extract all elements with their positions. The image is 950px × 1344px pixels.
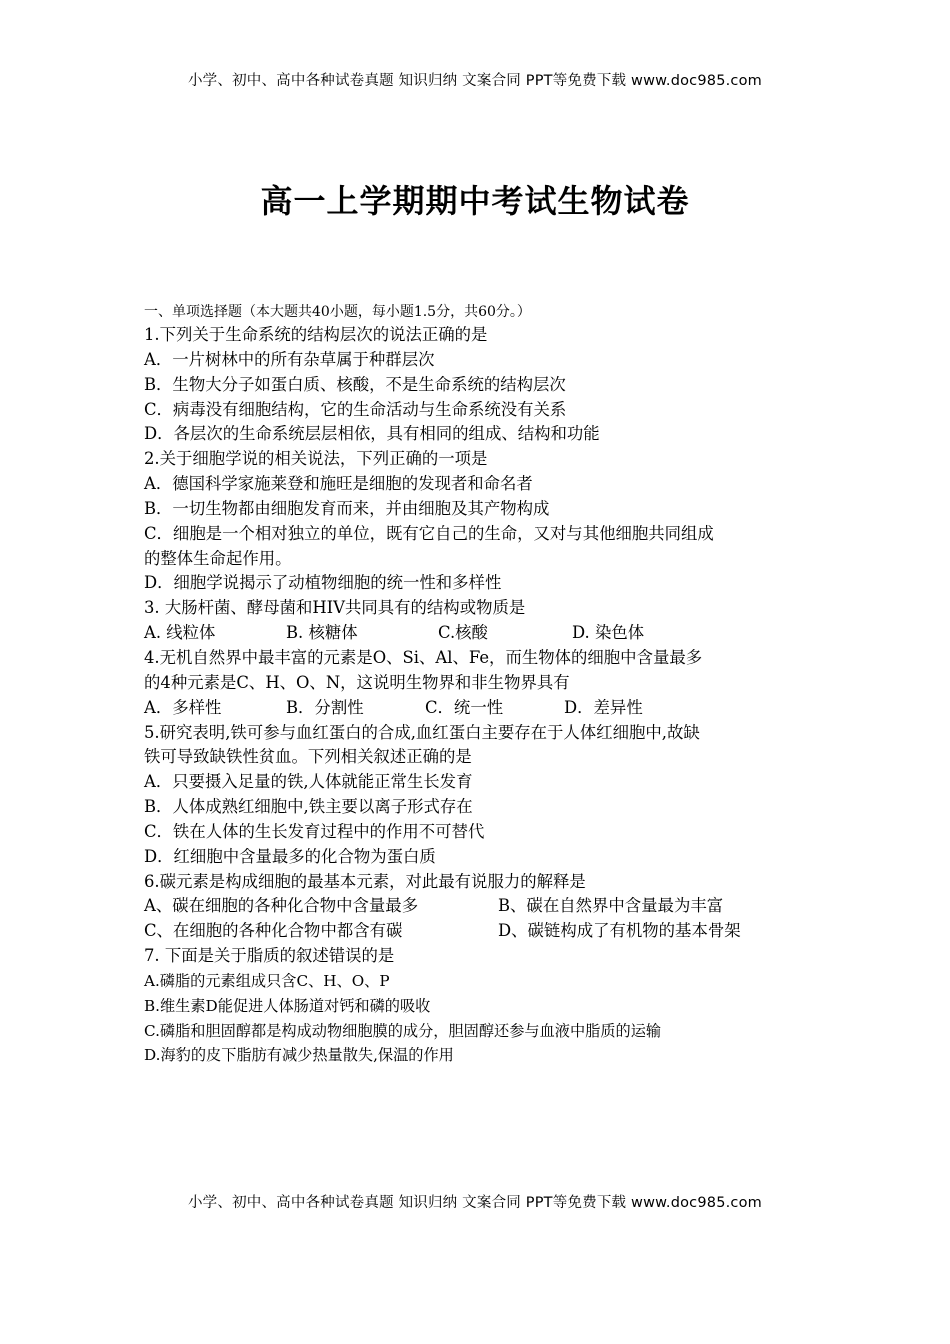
exam-content — [144, 301, 814, 1068]
question-4-option-d: D．差异性 — [564, 697, 643, 717]
question-5-stem-line-1: 5.研究表明,铁可参与血红蛋白的合成,血红蛋白主要存在于人体红细胞中,故缺 — [144, 722, 700, 742]
question-2-option-a: A．德国科学家施莱登和施旺是细胞的发现者和命名者 — [144, 474, 533, 494]
question-3-option-b: B. 核糖体 — [286, 623, 358, 643]
question-5-stem-line-2: 铁可导致缺铁性贫血。下列相关叙述正确的是 — [144, 747, 472, 767]
question-7-option-a: A.磷脂的元素组成只含C、H、O、P — [144, 971, 390, 990]
question-6-options-row-1 — [144, 894, 814, 919]
question-1-option-a: A．一片树林中的所有杂草属于种群层次 — [144, 349, 435, 369]
question-4-options — [144, 696, 814, 721]
question-6-option-a: A、碳在细胞的各种化合物中含量最多 — [144, 896, 419, 916]
page-footer: 小学、初中、高中各种试卷真题 知识归纳 文案合同 PPT等免费下载 www.doc985.com — [187, 1195, 763, 1211]
question-7-option-b: B.维生素D能促进人体肠道对钙和磷的吸收 — [144, 996, 431, 1015]
question-6-option-c: C、在细胞的各种化合物中都含有碳 — [144, 921, 403, 941]
question-2-option-d: D．细胞学说揭示了动植物细胞的统一性和多样性 — [144, 573, 502, 593]
question-3-option-c: C.核酸 — [438, 623, 488, 643]
question-1-option-b: B．生物大分子如蛋白质、核酸，不是生命系统的结构层次 — [144, 374, 566, 394]
question-4-option-a: A．多样性 — [144, 697, 222, 717]
question-7-option-c: C.磷脂和胆固醇都是构成动物细胞膜的成分，胆固醇还参与血液中脂质的运输 — [144, 1021, 662, 1040]
question-3-stem: 3. 大肠杆菌、酵母菌和HIV共同具有的结构或物质是 — [144, 598, 526, 618]
question-1-stem: 1.下列关于生命系统的结构层次的说法正确的是 — [144, 325, 488, 344]
question-3-option-a: A. 线粒体 — [144, 623, 216, 643]
exam-title: 高一上学期期中考试生物试卷 — [260, 182, 690, 220]
question-2-option-c-continued: 的整体生命起作用。 — [144, 548, 292, 568]
section-heading: 一、单项选择题（本大题共40小题，每小题1.5分，共60分。） — [144, 304, 531, 320]
question-6-stem: 6.碳元素是构成细胞的最基本元素，对此最有说服力的解释是 — [144, 871, 586, 891]
question-4-option-b: B．分割性 — [286, 697, 364, 717]
question-2-option-b: B．一切生物都由细胞发育而来，并由细胞及其产物构成 — [144, 498, 550, 518]
question-6-options-row-2 — [144, 919, 814, 944]
question-1-option-d: D．各层次的生命系统层层相依，具有相同的组成、结构和功能 — [144, 424, 600, 444]
question-6-option-b: B、碳在自然界中含量最为丰富 — [498, 896, 724, 916]
question-6-option-d: D、碳链构成了有机物的基本骨架 — [498, 921, 741, 941]
question-4-stem-line-2: 的4种元素是C、H、O、N，这说明生物界和非生物界具有 — [144, 672, 570, 692]
question-7-stem: 7. 下面是关于脂质的叙述错误的是 — [144, 946, 395, 966]
question-7-option-d: D.海豹的皮下脂肪有减少热量散失,保温的作用 — [144, 1046, 454, 1065]
page-header: 小学、初中、高中各种试卷真题 知识归纳 文案合同 PPT等免费下载 www.doc985.com — [187, 73, 763, 89]
question-4-stem-line-1: 4.无机自然界中最丰富的元素是O、Si、Al、Fe，而生物体的细胞中含量最多 — [144, 647, 703, 667]
question-1-option-c: C．病毒没有细胞结构，它的生命活动与生命系统没有关系 — [144, 399, 567, 419]
question-5-option-d: D．红细胞中含量最多的化合物为蛋白质 — [144, 846, 436, 866]
question-3-options — [144, 621, 814, 646]
question-4-option-c: C．统一性 — [425, 697, 504, 717]
question-2-option-c: C．细胞是一个相对独立的单位，既有它自己的生命，又对与其他细胞共同组成 — [144, 523, 714, 543]
question-5-option-a: A．只要摄入足量的铁,人体就能正常生长发育 — [144, 772, 473, 792]
question-3-option-d: D. 染色体 — [572, 623, 645, 643]
question-5-option-c: C．铁在人体的生长发育过程中的作用不可替代 — [144, 821, 485, 841]
question-5-option-b: B．人体成熟红细胞中,铁主要以离子形式存在 — [144, 797, 473, 817]
question-2-stem: 2.关于细胞学说的相关说法，下列正确的一项是 — [144, 449, 488, 469]
